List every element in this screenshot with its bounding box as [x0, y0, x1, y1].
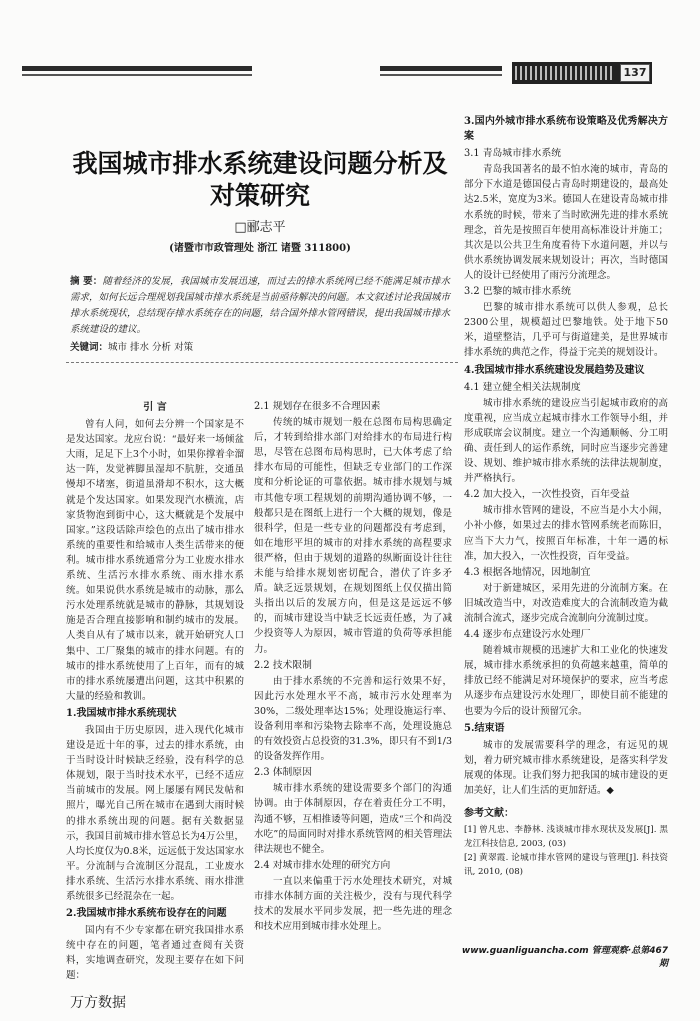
subsection-heading: 4.3 根据各地情况，因地制宜	[464, 566, 591, 578]
paragraph: 青岛我国著名的最不怕水淹的城市，青岛的部分下水道是德国侵占青岛时期建设的，最高处达2.5米，宽度为3米。德国人在建设青岛城市排水系统的时候，带来了当时欧洲先进的排水系统理念，首先是按照百年使用高标准设计并施工；其次是以公共卫生角度看待下水道问题，并以与供水系统协调发展来规划设计；再次，当时德国人的设计已经使用了雨污分流理念。	[464, 164, 668, 281]
column-3	[464, 112, 668, 879]
paragraph: 一直以来偏重于污水处理技术研究，对城市排水体制方面的关注极少，没有与现代科学技术的发展水平同步发展，把一些先进的理念和技术应用到城市排水处理上。	[254, 875, 452, 933]
section-heading: 2.我国城市排水系统布设存在的问题	[66, 908, 227, 920]
subsection-heading: 3.2 巴黎的城市排水系统	[464, 286, 571, 298]
subsection-heading: 2.4 对城市排水处理的研究方向	[254, 859, 391, 871]
paragraph: 巴黎的城市排水系统可以供人参观，总长2300公里，规模超过巴黎地铁。处于地下50米，道壁整洁，几乎可与街道建美，是世界城市排水系统的典范之作，得益于完美的规划设计。	[464, 302, 668, 359]
section-heading: 4.我国城市排水系统建设发展趋势及建议	[464, 364, 645, 376]
page-footer: www.guanliguancha.com 管理观察·总第467期	[461, 946, 668, 969]
column-1	[66, 398, 244, 984]
header-rule	[22, 66, 252, 71]
paragraph: 城市的发展需要科学的理念，有远见的规划，着力研究城市排水系统建设，是落实科学发展观的体现。让我们努力把我国的城市建设的更加美好，让人们生活的更加舒适。◆	[464, 739, 668, 797]
paragraph: 传统的城市规划一般在总图布局构思确定后，才转到给排水部门对给排水的布局进行构思，尽管在总图布局构思时，已大体考虑了给排水布局的可能性，但缺乏专业部门的工作深度和分析论证的可靠依据。城市排水规划与城市其他专项工程规划的前期沟通协调不够，一般都只是在图纸上进行一个大概的规划，像是很科学，但是一些专业的问题都没有考虑到，如在地形平坦的城市的对排水系统的高程要求很严格，但由于规划的道路的纵断面设计往往未能与给排水规划密切配合，潜伏了许多矛盾。缺乏远景规划，在规划图纸上仅仅描出简头指出以后的发展方向，但是这是远远不够的，而城市建设当中缺乏长远责任感，为了减少投资等人为原因，城市管道的负荷等承担能力。	[254, 417, 452, 655]
keywords-text: 城市 排水 分析 对策	[108, 342, 194, 353]
abstract-label: 摘 要：	[70, 276, 103, 287]
page-number: 137	[620, 64, 650, 82]
references	[464, 806, 668, 879]
subsection-heading: 4.4 逐步布点建设污水处理厂	[464, 629, 591, 641]
subsection-heading: 3.1 青岛城市排水系统	[464, 148, 562, 160]
paragraph: 城市排水系统的建设需要多个部门的沟通协调。由于体制原因，存在着责任分工不明，沟通不够，互相推诿等问题，造成“三个和尚没水吃”的局面同时对排水系统管网的相关管理法律法规也不健全。	[254, 783, 452, 855]
paragraph: 对于新建城区，采用先进的分流制方案。在旧城改造当中，对改造难度大的合流制改造为截流制合流式，逐步完成合流制向分流制过度。	[464, 582, 668, 624]
affiliation: (诸暨市市政管理处 浙江 诸暨 311800)	[169, 243, 351, 254]
keywords-label: 关键词：	[70, 342, 109, 353]
abstract-text: 随着经济的发展，我国城市发展迅速，而过去的排水系统网已经不能满足城市排水需求，如何长远合理规划我国城市排水系统是当前亟待解决的问题。本文叙述讨论我国城市排水系统现状，总结现存排水系统存在的问题，结合国外排水管网错误，提出我国城市排水系统建设的建议。	[70, 276, 451, 335]
abstract-divider	[66, 362, 458, 363]
paragraph: 随着城市规模的迅速扩大和工业化的快速发展，城市排水系统承担的负荷越来越重，简单的排放已经不能满足对环境保护的要求，应当考虑从逐步布点建设污水处理厂，即使目前不能建的也要为今后的设计预留冗余。	[464, 645, 668, 717]
title-line: 我国城市排水系统建设问题分析及	[72, 149, 448, 178]
subsection-heading: 4.2 加大投入，一次性投资，百年受益	[464, 489, 630, 501]
header-rule	[380, 66, 502, 71]
paragraph: 曾有人问，如何去分辨一个国家是不是发达国家。龙应台说：“最好来一场倾盆大雨，足足下上3个小时，如果你撑着伞溜达一阵，发觉裤脚虽湿却不肮脏，交通虽慢却不堵塞，街道虽滑却不积水，这大概就是个发达国家。如果发现汽水横流，店家货物泡到街中心，这大概就是个发展中国家。”这段话除声绘色的点出了城市排水系统的重要性和给城市人类生活带来的便利。城市排水系统通常分为工业废水排水系统、生活污水排水系统、雨水排水系统。如果说供水系统是城市的动脉，那么污水处理系统就是城市的静脉，其规划设施是否合理直接影响和制约城市的发展。人类自从有了城市以来，就开始研究人口集中、工厂聚集的城市的排水问题。有的城市的排水系统使用了上百年，而有的城市的排水系统屡遭出问题，这其中积累的大量的经验和教训。	[66, 419, 244, 702]
watermark: 万方数据	[70, 995, 126, 1011]
subsection-heading: 2.2 技术限制	[254, 659, 312, 671]
header-stripes	[515, 66, 615, 80]
header-rule	[22, 74, 252, 76]
reference-item: [2] 黄翠霞. 论城市排水管网的建设与管理[J]. 科技资讯, 2010, (08)	[464, 853, 668, 878]
subsection-heading: 2.1 规划存在很多不合理因素	[254, 401, 381, 412]
column-2	[254, 398, 452, 934]
section-heading: 1.我国城市排水系统现状	[66, 707, 177, 719]
section-heading: 3.国内外城市排水系统布设策略及优秀解决方案	[464, 116, 668, 143]
paragraph: 我国由于历史原因，进入现代化城市建设是近十年的事，过去的排水系统，由于当时设计时候缺乏经验，没有科学的总体规划，限于当时技术水平，已经不适应当前城市的发展。网上屡屡有网民发帖和照片，曝光自己所在城市在遇到大雨时候的排水系统出现的问题。据有关数据显示，我国目前城市排水管总长为4万公里，人均长度仅为0.8米，远远低于发达国家水平。分流制与合流制区分混乱，工业废水排水系统、生活污水排水系统、雨水排泄系统很多已经混杂在一起。	[66, 724, 244, 902]
title-line: 对策研究	[209, 181, 310, 210]
abstract	[70, 274, 450, 338]
keywords	[70, 340, 450, 356]
subsection-heading: 4.1 建立健全相关法规制度	[464, 381, 581, 393]
section-heading: 引 言	[143, 402, 167, 413]
paragraph: 城市排水系统的建设应当引起城市政府的高度重视，应当成立起城市排水工作领导小组，并形成联席会议制度。建立一个沟通顺畅、分工明确、责任到人的运作系统，同时应当逐步完善建设、规划、维护城市排水系统的法律法规制度，并严格执行。	[464, 397, 668, 485]
paragraph: 城市排水管网的建设，不应当是小大小闹，小补小修，如果过去的排水管网系统老而陈旧，应当下大力气，按照百年标准，十年一遇的标准，加大投入，一次性投资，百年受益。	[464, 505, 668, 562]
article-title	[70, 148, 450, 212]
header-rule	[380, 74, 502, 76]
paragraph: 由于排水系统的不完善和运行效果不好，因此污水处理水平不高，城市污水处理率为30%，二级处理率达15%；处理设施运行率、设备利用率和污染物去除率不高，处理设施总的有效投资占总投资的31.3%，即只有不到1/3的设备发挥作用。	[254, 675, 452, 763]
references-heading: 参考文献：	[464, 808, 514, 820]
reference-item: [1] 曾凡忠、李静林. 浅谈城市排水现状及发展[J]. 黑龙江科技信息, 2003, (03)	[464, 825, 668, 850]
section-heading: 5.结束语	[464, 722, 505, 734]
subsection-heading: 2.3 体制原因	[254, 767, 312, 779]
author: □郦志平	[234, 220, 286, 235]
paragraph: 国内有不少专家都在研究我国排水系统中存在的问题，笔者通过查阅有关资料，实地调查研究，发现主要存在如下问题：	[66, 925, 244, 982]
